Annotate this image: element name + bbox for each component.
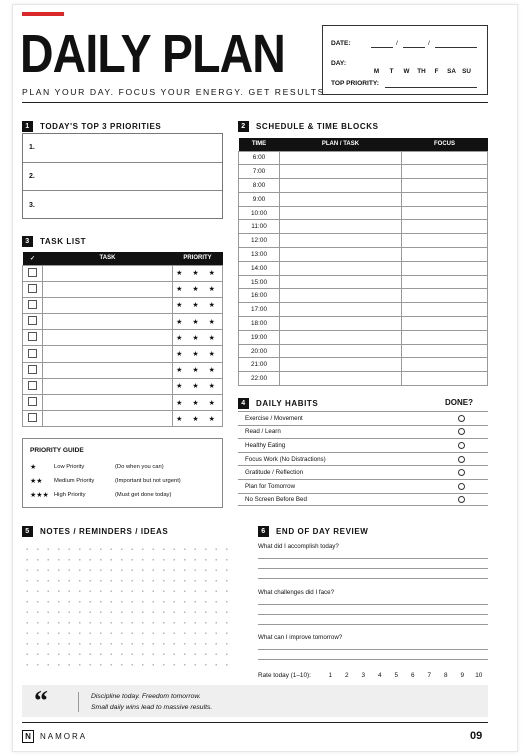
- star-icon: ★★: [30, 478, 43, 485]
- guide-name: Medium Priority: [54, 478, 95, 484]
- schedule-row: [239, 179, 488, 193]
- task-checkbox[interactable]: [28, 316, 37, 325]
- schedule-row: [239, 261, 488, 275]
- task-column-header: TASK: [43, 252, 173, 265]
- priority-stars[interactable]: ★ ★ ★: [173, 362, 223, 378]
- rating-option[interactable]: 10: [475, 672, 483, 679]
- task-checkbox-cell: [23, 281, 43, 297]
- rating-option[interactable]: 6: [410, 672, 415, 679]
- schedule-heading: [238, 121, 379, 132]
- plan-task-cell[interactable]: [280, 151, 402, 165]
- answer-line[interactable]: [258, 624, 488, 625]
- rating-option[interactable]: 4: [377, 672, 382, 679]
- priority-column-header: PRIORITY: [173, 252, 223, 265]
- notes-heading: [22, 526, 168, 537]
- focus-cell[interactable]: [402, 206, 488, 220]
- plan-task-cell[interactable]: [280, 234, 402, 248]
- section-title: TODAY'S TOP 3 PRIORITIES: [40, 122, 162, 131]
- task-checkbox[interactable]: [28, 381, 37, 390]
- answer-line[interactable]: [258, 659, 488, 660]
- schedule-row: [239, 234, 488, 248]
- time-cell: 18:00: [239, 317, 280, 331]
- task-input-cell[interactable]: [43, 265, 173, 281]
- guide-desc: (Important but not urgent): [115, 478, 181, 484]
- priority-stars[interactable]: ★ ★ ★: [173, 411, 223, 427]
- day-option[interactable]: W: [403, 68, 410, 75]
- habit-row: [238, 452, 488, 466]
- habit-label: No Screen Before Bed: [245, 495, 307, 503]
- focus-cell[interactable]: [402, 317, 488, 331]
- answer-line[interactable]: [258, 604, 488, 605]
- priority-number: 2.: [29, 172, 35, 180]
- task-input-cell[interactable]: [43, 411, 173, 427]
- task-checkbox[interactable]: [28, 349, 37, 358]
- check-column-header: ✓: [23, 252, 43, 265]
- task-row: [23, 395, 223, 411]
- star-icon: ★: [30, 464, 37, 471]
- priority-stars[interactable]: ★ ★ ★: [173, 265, 223, 281]
- task-checkbox-cell: [23, 378, 43, 394]
- task-checkbox-cell: [23, 395, 43, 411]
- time-cell: 12:00: [239, 234, 280, 248]
- priority-row[interactable]: [23, 163, 222, 192]
- answer-line[interactable]: [258, 649, 488, 650]
- habit-done-circle-icon[interactable]: [458, 442, 465, 449]
- task-checkbox[interactable]: [28, 268, 37, 277]
- task-checkbox-cell: [23, 346, 43, 362]
- schedule-row: [239, 317, 488, 331]
- priority-stars[interactable]: ★ ★ ★: [173, 297, 223, 313]
- habit-row: [238, 479, 488, 493]
- priority-row[interactable]: [23, 134, 222, 163]
- habit-label: Read / Learn: [245, 428, 281, 436]
- section-number: 6: [258, 526, 269, 537]
- task-input-cell[interactable]: [43, 297, 173, 313]
- quote-icon: “: [34, 686, 48, 717]
- tasks-heading: [22, 236, 86, 247]
- task-input-cell[interactable]: [43, 330, 173, 346]
- date-box: [322, 25, 488, 95]
- task-checkbox[interactable]: [28, 284, 37, 293]
- brand-logo-icon: N: [22, 730, 34, 743]
- rate-today: [258, 672, 488, 679]
- habit-done-circle-icon[interactable]: [458, 496, 465, 503]
- brand-name: NAMORA: [40, 732, 88, 741]
- time-cell: 19:00: [239, 330, 280, 344]
- priority-stars[interactable]: ★ ★ ★: [173, 346, 223, 362]
- task-input-cell[interactable]: [43, 395, 173, 411]
- focus-cell[interactable]: [402, 151, 488, 165]
- task-row: [23, 346, 223, 362]
- habit-done-circle-icon[interactable]: [458, 469, 465, 476]
- date-slash: /: [428, 40, 430, 47]
- priorities-heading: [22, 121, 161, 132]
- schedule-row: [239, 289, 488, 303]
- time-cell: 13:00: [239, 248, 280, 262]
- done-label: DONE?: [445, 398, 473, 407]
- habit-row: [238, 411, 488, 425]
- time-cell: 17:00: [239, 303, 280, 317]
- priority-number: 3.: [29, 201, 35, 209]
- footer-divider: [22, 722, 488, 723]
- focus-cell[interactable]: [402, 303, 488, 317]
- task-row: [23, 411, 223, 427]
- section-number: 1: [22, 121, 33, 132]
- header-divider: [22, 102, 488, 103]
- focus-cell[interactable]: [402, 220, 488, 234]
- task-checkbox[interactable]: [28, 413, 37, 422]
- priority-stars[interactable]: ★ ★ ★: [173, 378, 223, 394]
- time-cell: 22:00: [239, 372, 280, 386]
- time-cell: 10:00: [239, 206, 280, 220]
- time-cell: 9:00: [239, 192, 280, 206]
- time-column-header: TIME: [239, 138, 280, 151]
- rating-option[interactable]: 7: [427, 672, 432, 679]
- priority-row[interactable]: [23, 191, 222, 220]
- rating-option[interactable]: 8: [443, 672, 448, 679]
- task-row: [23, 330, 223, 346]
- page-title: DAILY PLAN: [20, 24, 285, 84]
- task-row: [23, 281, 223, 297]
- habit-done-circle-icon[interactable]: [458, 456, 465, 463]
- habit-row: [238, 438, 488, 452]
- rating-option[interactable]: 2: [344, 672, 349, 679]
- quote-line: Small daily wins lead to massive results.: [91, 704, 213, 711]
- date-day-field[interactable]: [403, 47, 425, 48]
- time-cell: 20:00: [239, 344, 280, 358]
- task-checkbox-cell: [23, 265, 43, 281]
- section-title: NOTES / REMINDERS / IDEAS: [40, 527, 169, 536]
- plan-task-cell[interactable]: [280, 289, 402, 303]
- date-slash: /: [396, 40, 398, 47]
- top-priority-field[interactable]: [385, 87, 477, 88]
- focus-cell[interactable]: [402, 344, 488, 358]
- plan-task-cell[interactable]: [280, 165, 402, 179]
- plan-task-cell[interactable]: [280, 317, 402, 331]
- focus-cell[interactable]: [402, 289, 488, 303]
- priority-stars[interactable]: ★ ★ ★: [173, 395, 223, 411]
- plan-task-cell[interactable]: [280, 192, 402, 206]
- time-cell: 14:00: [239, 261, 280, 275]
- focus-cell[interactable]: [402, 330, 488, 344]
- day-option[interactable]: T: [389, 68, 394, 75]
- habits-heading: [238, 398, 318, 409]
- section-number: 4: [238, 398, 249, 409]
- focus-cell[interactable]: [402, 179, 488, 193]
- schedule-table: [238, 138, 488, 386]
- task-checkbox-cell: [23, 314, 43, 330]
- review-question: What did I accomplish today?: [258, 543, 339, 550]
- habit-done-circle-icon[interactable]: [458, 415, 465, 422]
- guide-row: [30, 460, 215, 474]
- page-subtitle: PLAN YOUR DAY. FOCUS YOUR ENERGY. GET RESULTS.: [22, 87, 329, 97]
- habit-row: [238, 493, 488, 507]
- focus-column-header: FOCUS: [402, 138, 488, 151]
- time-cell: 7:00: [239, 165, 280, 179]
- schedule-row: [239, 206, 488, 220]
- plan-task-cell[interactable]: [280, 303, 402, 317]
- rating-option[interactable]: 9: [460, 672, 465, 679]
- schedule-row: [239, 358, 488, 372]
- section-title: TASK LIST: [40, 237, 87, 246]
- date-month-field[interactable]: [371, 47, 393, 48]
- time-cell: 15:00: [239, 275, 280, 289]
- priority-stars[interactable]: ★ ★ ★: [173, 314, 223, 330]
- priority-guide: [22, 438, 223, 508]
- date-year-field[interactable]: [435, 47, 477, 48]
- schedule-row: [239, 248, 488, 262]
- rate-label: Rate today (1–10):: [258, 672, 311, 679]
- time-cell: 6:00: [239, 151, 280, 165]
- habit-label: Healthy Eating: [245, 441, 286, 449]
- task-input-cell[interactable]: [43, 378, 173, 394]
- habit-label: Plan for Tomorrow: [245, 482, 296, 490]
- quote-box: [22, 685, 488, 717]
- rating-option[interactable]: 5: [394, 672, 399, 679]
- time-cell: 8:00: [239, 179, 280, 193]
- focus-cell[interactable]: [402, 261, 488, 275]
- priority-number: 1.: [29, 144, 35, 152]
- focus-cell[interactable]: [402, 192, 488, 206]
- task-checkbox[interactable]: [28, 300, 37, 309]
- plan-task-cell[interactable]: [280, 206, 402, 220]
- schedule-row: [239, 151, 488, 165]
- top-priority-label: TOP PRIORITY:: [331, 80, 379, 87]
- schedule-row: [239, 220, 488, 234]
- time-cell: 11:00: [239, 220, 280, 234]
- focus-cell[interactable]: [402, 234, 488, 248]
- guide-desc: (Do when you can): [115, 464, 164, 470]
- task-input-cell[interactable]: [43, 346, 173, 362]
- task-checkbox-cell: [23, 411, 43, 427]
- accent-bar: [22, 12, 64, 16]
- plan-task-cell[interactable]: [280, 261, 402, 275]
- dot-grid-notes-area[interactable]: [22, 544, 234, 672]
- answer-line[interactable]: [258, 568, 488, 569]
- plan-task-cell[interactable]: [280, 358, 402, 372]
- answer-line[interactable]: [258, 578, 488, 579]
- task-row: [23, 378, 223, 394]
- section-title: DAILY HABITS: [256, 399, 319, 408]
- focus-cell[interactable]: [402, 248, 488, 262]
- task-checkbox-cell: [23, 297, 43, 313]
- habit-done-circle-icon[interactable]: [458, 483, 465, 490]
- task-row: [23, 314, 223, 330]
- answer-line[interactable]: [258, 614, 488, 615]
- time-cell: 21:00: [239, 358, 280, 372]
- task-input-cell[interactable]: [43, 362, 173, 378]
- star-icon: ★★★: [30, 492, 49, 499]
- section-number: 5: [22, 526, 33, 537]
- schedule-row: [239, 192, 488, 206]
- habit-done-circle-icon[interactable]: [458, 428, 465, 435]
- plan-task-cell[interactable]: [280, 179, 402, 193]
- task-row: [23, 265, 223, 281]
- rating-option[interactable]: 1: [328, 672, 333, 679]
- schedule-row: [239, 330, 488, 344]
- task-input-cell[interactable]: [43, 281, 173, 297]
- schedule-row: [239, 275, 488, 289]
- section-number: 2: [238, 121, 249, 132]
- plan-task-cell[interactable]: [280, 248, 402, 262]
- guide-row: [30, 474, 215, 488]
- focus-cell[interactable]: [402, 275, 488, 289]
- day-option[interactable]: SU: [462, 68, 471, 75]
- habit-label: Focus Work (No Distractions): [245, 455, 326, 463]
- day-selector: [371, 60, 489, 78]
- section-title: SCHEDULE & TIME BLOCKS: [256, 122, 379, 131]
- answer-line[interactable]: [258, 558, 488, 559]
- habit-label: Gratitude / Reflection: [245, 469, 304, 477]
- guide-name: Low Priority: [54, 464, 85, 470]
- schedule-row: [239, 165, 488, 179]
- quote-line: Discipline today. Freedom tomorrow.: [91, 693, 201, 700]
- guide-row: [30, 488, 215, 502]
- task-row: [23, 362, 223, 378]
- habit-label: Exercise / Movement: [245, 414, 303, 422]
- quote-divider: [78, 692, 79, 712]
- focus-cell[interactable]: [402, 372, 488, 386]
- priorities-box: [22, 133, 223, 219]
- task-checkbox-cell: [23, 330, 43, 346]
- plan-task-cell[interactable]: [280, 220, 402, 234]
- plan-task-cell[interactable]: [280, 344, 402, 358]
- guide-name: High Priority: [54, 492, 86, 498]
- review-question: What challenges did I face?: [258, 589, 335, 596]
- schedule-row: [239, 303, 488, 317]
- section-number: 3: [22, 236, 33, 247]
- plan-task-cell[interactable]: [280, 330, 402, 344]
- plan-task-cell[interactable]: [280, 372, 402, 386]
- priority-stars[interactable]: ★ ★ ★: [173, 330, 223, 346]
- priority-stars[interactable]: ★ ★ ★: [173, 281, 223, 297]
- task-checkbox[interactable]: [28, 397, 37, 406]
- schedule-row: [239, 372, 488, 386]
- day-label: DAY:: [331, 60, 347, 67]
- habit-list: [238, 411, 488, 506]
- section-title: END OF DAY REVIEW: [276, 527, 369, 536]
- date-label: DATE:: [331, 40, 351, 47]
- task-checkbox[interactable]: [28, 365, 37, 374]
- task-table: [22, 252, 223, 427]
- habit-row: [238, 465, 488, 479]
- time-cell: 16:00: [239, 289, 280, 303]
- page-number: 09: [470, 730, 483, 742]
- rating-option[interactable]: 3: [361, 672, 366, 679]
- review-question: What can I improve tomorrow?: [258, 634, 343, 641]
- guide-desc: (Must get done today): [115, 492, 172, 498]
- task-row: [23, 297, 223, 313]
- task-checkbox-cell: [23, 362, 43, 378]
- task-checkbox[interactable]: [28, 332, 37, 341]
- day-option[interactable]: M: [373, 68, 380, 75]
- review-heading: [258, 526, 368, 537]
- task-input-cell[interactable]: [43, 314, 173, 330]
- focus-cell[interactable]: [402, 358, 488, 372]
- day-option[interactable]: SA: [447, 68, 456, 75]
- plan-task-cell[interactable]: [280, 275, 402, 289]
- focus-cell[interactable]: [402, 165, 488, 179]
- day-option[interactable]: F: [434, 68, 439, 75]
- plan-column-header: PLAN / TASK: [280, 138, 402, 151]
- guide-title: PRIORITY GUIDE: [30, 447, 84, 454]
- habit-row: [238, 425, 488, 439]
- schedule-row: [239, 344, 488, 358]
- day-option[interactable]: TH: [417, 68, 426, 75]
